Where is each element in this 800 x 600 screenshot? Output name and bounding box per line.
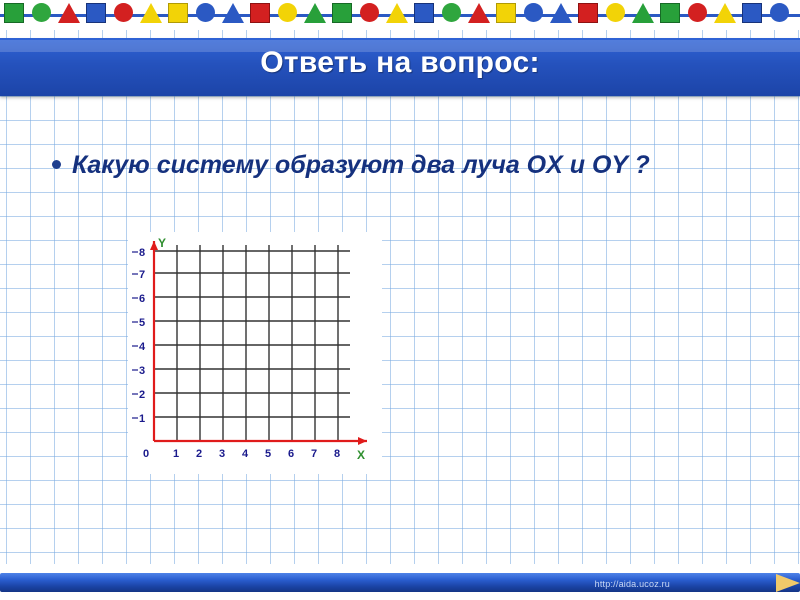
footer-url: http://aida.ucoz.ru	[594, 579, 670, 589]
svg-text:1: 1	[139, 413, 146, 425]
ball-icon	[196, 3, 215, 22]
svg-text:3: 3	[219, 448, 226, 460]
cube-icon	[332, 3, 352, 23]
triangle-icon	[550, 3, 572, 23]
ball-icon	[32, 3, 51, 22]
cube-icon	[168, 3, 188, 23]
triangle-icon	[632, 3, 654, 23]
ball-icon	[688, 3, 707, 22]
svg-text:1: 1	[173, 448, 180, 460]
cube-icon	[86, 3, 106, 23]
pencil-tip-graphic	[776, 574, 800, 592]
page-title: Ответь на вопрос:	[260, 46, 540, 79]
svg-text:5: 5	[265, 448, 272, 460]
ball-icon	[442, 3, 461, 22]
cube-icon	[578, 3, 598, 23]
svg-text:2: 2	[139, 389, 146, 401]
ball-icon	[524, 3, 543, 22]
cube-icon	[414, 3, 434, 23]
svg-text:8: 8	[139, 247, 146, 259]
svg-text:8: 8	[334, 448, 341, 460]
cube-icon	[660, 3, 680, 23]
svg-text:0: 0	[143, 448, 150, 460]
triangle-icon	[304, 3, 326, 23]
y-axis-label: Y	[158, 236, 167, 250]
bullet-item	[52, 148, 752, 183]
ball-icon	[606, 3, 625, 22]
coordinate-plane-svg	[129, 233, 381, 473]
svg-text:6: 6	[139, 293, 146, 305]
triangle-icon	[468, 3, 490, 23]
triangle-icon	[58, 3, 80, 23]
svg-text:7: 7	[311, 448, 318, 460]
svg-text:4: 4	[242, 448, 249, 460]
svg-text:5: 5	[139, 317, 146, 329]
bullet-text: Какую систему образуют два луча OX и OY ?	[72, 151, 650, 179]
cube-icon	[496, 3, 516, 23]
svg-text:2: 2	[196, 448, 203, 460]
bullet-dot-icon	[52, 160, 61, 169]
ball-icon	[360, 3, 379, 22]
cube-icon	[742, 3, 762, 23]
coordinate-plane-figure	[128, 232, 382, 474]
triangle-icon	[386, 3, 408, 23]
svg-text:7: 7	[139, 269, 146, 281]
svg-text:6: 6	[288, 448, 295, 460]
footer-bar	[0, 564, 800, 600]
cube-icon	[250, 3, 270, 23]
x-tick-labels	[143, 448, 340, 460]
ball-icon	[114, 3, 133, 22]
ball-icon	[770, 3, 789, 22]
triangle-icon	[714, 3, 736, 23]
triangle-icon	[140, 3, 162, 23]
svg-text:4: 4	[139, 341, 146, 353]
decorative-shapes-strip	[0, 0, 800, 30]
x-axis-label: X	[357, 448, 366, 462]
triangle-icon	[222, 3, 244, 23]
cube-icon	[4, 3, 24, 23]
pencil-graphic	[0, 573, 800, 592]
svg-text:3: 3	[139, 365, 146, 377]
ball-icon	[278, 3, 297, 22]
